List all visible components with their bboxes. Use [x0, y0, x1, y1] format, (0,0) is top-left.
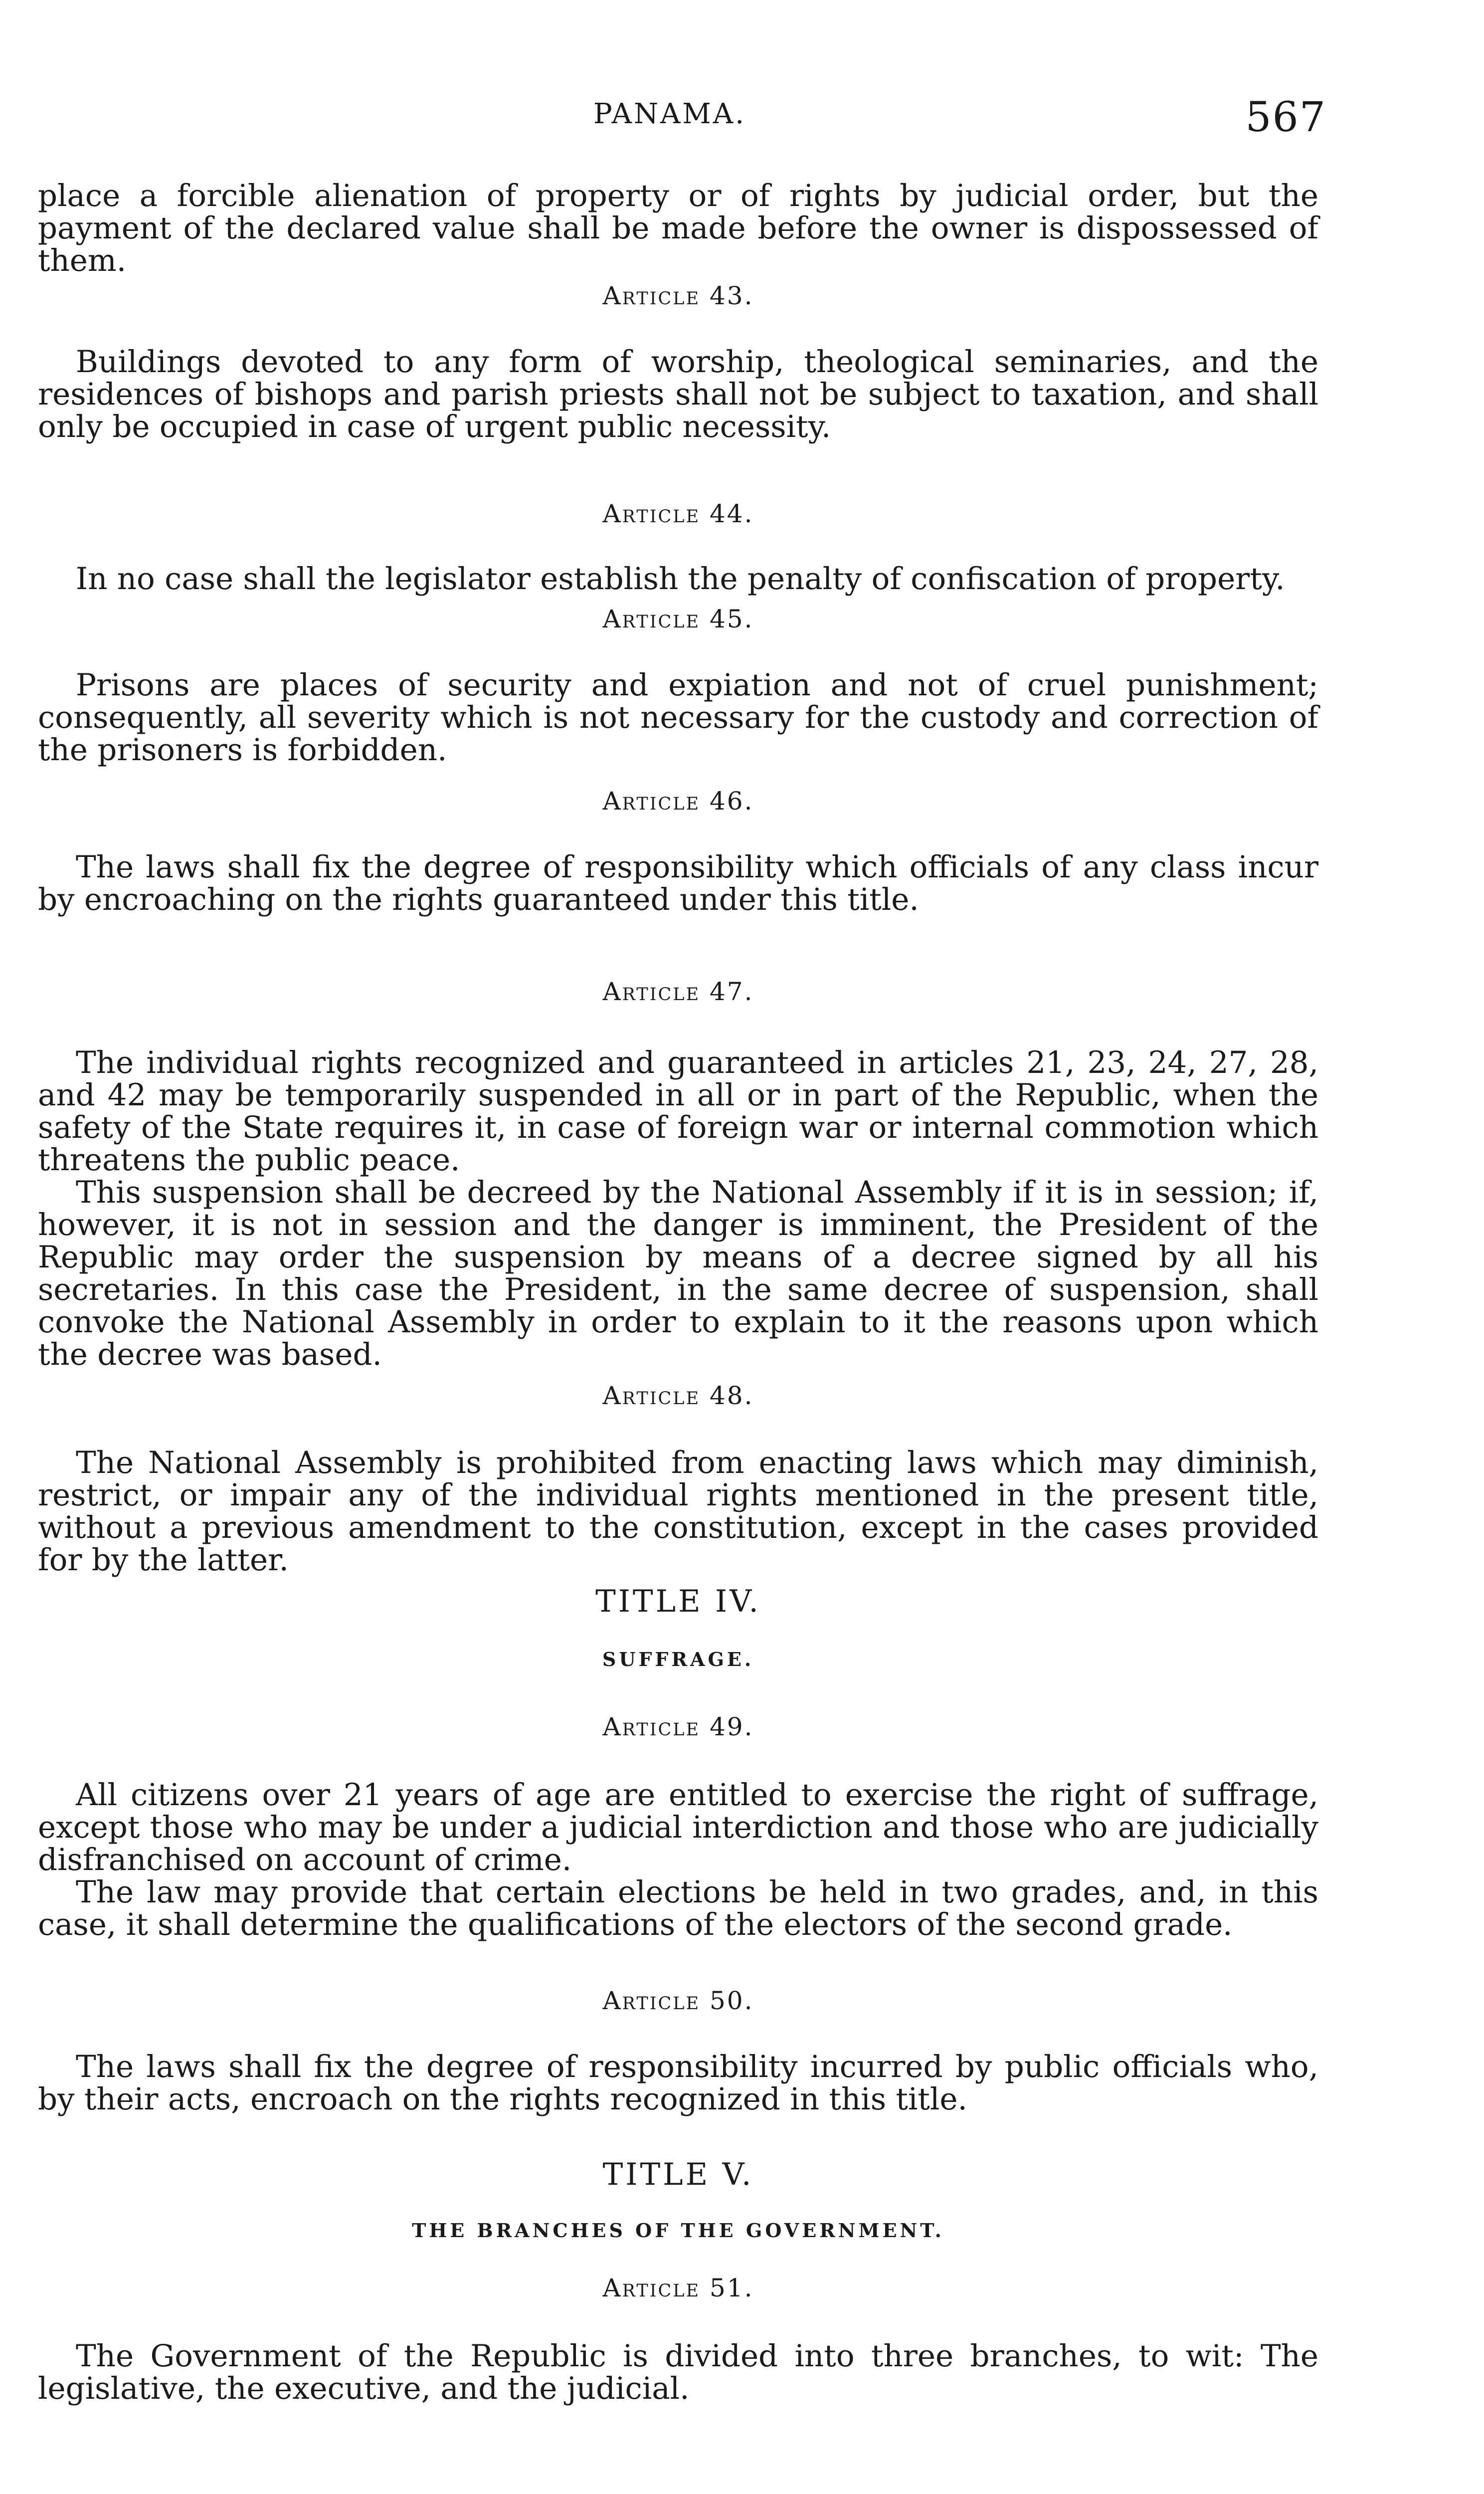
article-heading-43: Article 43.	[602, 281, 754, 310]
title-iv-subtitle: SUFFRAGE.	[602, 1648, 754, 1670]
paragraph-article-43: Buildings devoted to any form of worship, theological seminaries, and the residences of bishops and parish priests shall not be subject to taxation, and shall only be occupied in case of urgent public necessity.	[38, 344, 1318, 444]
paragraph-article-46: The laws shall fix the degree of responsibility which officials of any class incur by encroaching on the rights guaranteed under this title.	[38, 849, 1318, 917]
paragraph-continued: place a forcible alienation of property or of rights by judicial order, but the payment of the declared value shall be made before the owner is dispossessed of them.	[38, 178, 1318, 278]
paragraph-article-47-a: The individual rights recognized and guaranteed in articles 21, 23, 24, 27, 28, and 42 may be temporarily suspended in all or in part of the Republic, when the safety of the State requires it, in case of foreign war or internal commotion which threatens the public peace.	[38, 1045, 1318, 1178]
paragraph-article-49-a: All citizens over 21 years of age are entitled to exercise the right of suffrage, except those who may be under a judicial interdiction and those who are judicially disfranchised on account of crime.	[38, 1777, 1318, 1877]
article-heading-44: Article 44.	[602, 499, 754, 528]
title-iv-heading: TITLE IV.	[595, 1584, 761, 1619]
title-v-heading: TITLE V.	[602, 2157, 754, 2192]
paragraph-article-45: Prisons are places of security and expiation and not of cruel punishment; consequently, all severity which is not necessary for the custody and correction of the prisoners is forbidden.	[38, 667, 1318, 768]
article-heading-46: Article 46.	[602, 787, 754, 816]
running-head: PANAMA.	[593, 98, 746, 130]
body-text	[38, 180, 1318, 2405]
page-header	[0, 94, 1484, 139]
title-v-subtitle: THE BRANCHES OF THE GOVERNMENT.	[412, 2219, 944, 2242]
article-heading-49: Article 49.	[602, 1712, 754, 1741]
paragraph-article-50: The laws shall fix the degree of responsibility incurred by public officials who, by their acts, encroach on the rights recognized in this title.	[38, 2049, 1318, 2117]
article-heading-50: Article 50.	[602, 1986, 754, 2015]
page-number: 567	[1245, 94, 1326, 141]
paragraph-article-51: The Government of the Republic is divided into three branches, to wit: The legislative, the executive, and the judicial.	[38, 2338, 1318, 2406]
paragraph-article-44: In no case shall the legislator establish the penalty of confiscation of property.	[76, 561, 1285, 597]
article-heading-51: Article 51.	[602, 2274, 754, 2302]
paragraph-article-48: The National Assembly is prohibited from enacting laws which may diminish, restrict, or impair any of the individual rights mentioned in the present title, without a previous amendment to the constitution, except in the cases provided for by the latter.	[38, 1445, 1318, 1578]
paragraph-article-47-b: This suspension shall be decreed by the National Assembly if it is in session; if, however, it is not in session and the danger is imminent, the President of the Republic may order the suspension by means of a decree signed by all his secretaries. In this case the President, in the same decree of suspension, shall convoke the National Assembly in order to explain to it the reasons upon which the decree was based.	[38, 1175, 1318, 1372]
article-heading-47: Article 47.	[602, 977, 754, 1006]
article-heading-48: Article 48.	[602, 1381, 754, 1410]
article-heading-45: Article 45.	[602, 605, 754, 633]
paragraph-article-49-b: The law may provide that certain elections be held in two grades, and, in this case, it shall determine the qualifications of the electors of the second grade.	[38, 1874, 1318, 1942]
